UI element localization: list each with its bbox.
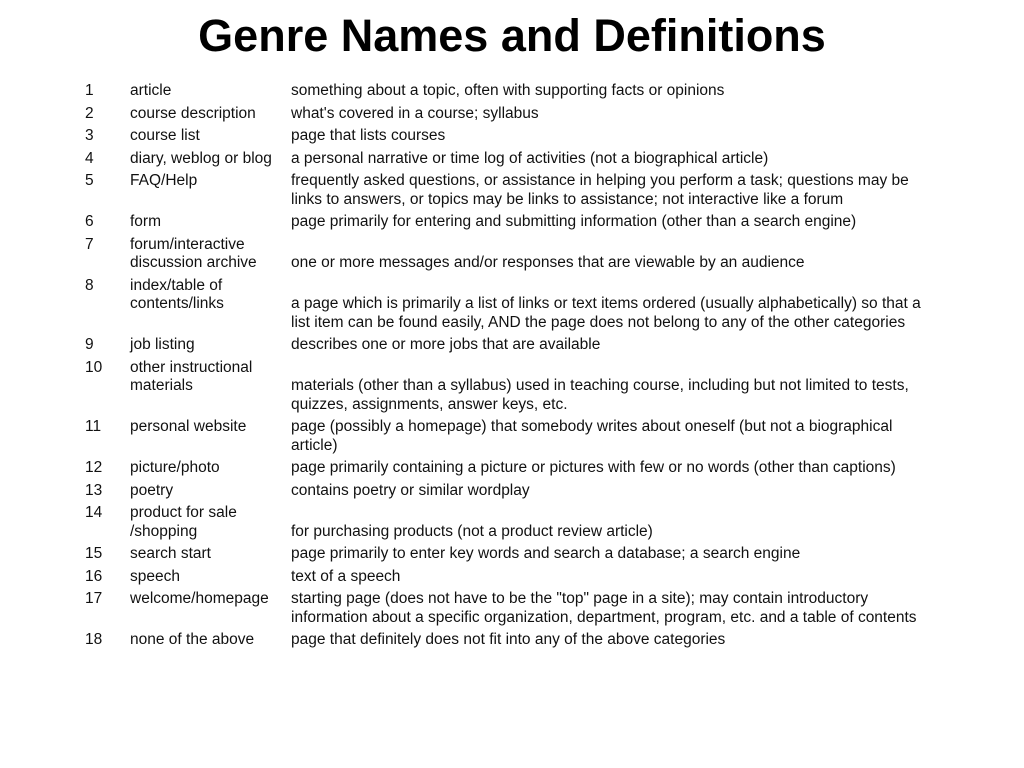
genre-name: picture/photo [130,459,220,476]
genre-definition: starting page (does not have to be the "top" page in a site); may contain introductory information about a specific organization, department, program, etc. and a table of contents [291,590,917,626]
table-row [85,502,939,543]
table-row [85,543,939,566]
genre-name: form [130,213,161,230]
genre-definition: one or more messages and/or responses that are viewable by an audience [291,254,805,271]
genre-definition: frequently asked questions, or assistance in helping you perform a task; questions may be links to answers, or topics may be links to assistance; not interactive like a forum [291,172,909,208]
genre-definition: what's covered in a course; syllabus [291,104,539,122]
genre-definition: contains poetry or similar wordplay [291,481,530,499]
genre-number: 16 [85,567,103,585]
genre-number: 15 [85,545,103,562]
page-title: Genre Names and Definitions [198,10,826,61]
genre-name: forum/interactive discussion archive [130,235,257,271]
table-row [85,357,939,417]
genre-name: other instructional materials [130,358,253,394]
genre-name: course description [130,104,256,122]
genre-number: 13 [85,481,103,499]
genre-name: FAQ/Help [130,172,198,189]
genre-name: course list [130,127,200,144]
genre-name: personal website [130,418,247,435]
genre-number: 4 [85,149,94,167]
genre-number: 12 [85,459,103,476]
table-row [85,629,939,652]
table-row [85,588,939,629]
genre-definition: text of a speech [291,567,401,585]
genre-name: poetry [130,481,174,499]
genre-name: product for sale /shopping [130,504,237,540]
genre-name: job listing [130,336,195,353]
genre-name: welcome/homepage [130,590,269,607]
genre-number: 11 [85,418,102,435]
genre-number: 18 [85,631,103,648]
genre-definition: page primarily to enter key words and search a database; a search engine [291,545,801,562]
genre-definition: for purchasing products (not a product review article) [291,522,653,540]
genre-definition: page that definitely does not fit into any of the above categories [291,631,726,648]
genre-number: 3 [85,127,94,144]
genre-number: 6 [85,213,94,230]
genre-name: search start [130,545,211,562]
genre-name: index/table of contents/links [130,276,224,312]
genre-number: 1 [85,82,94,99]
table-row [85,480,939,503]
genre-number: 14 [85,504,103,521]
genre-number: 9 [85,336,94,353]
genre-definition: a page which is primarily a list of links or text items ordered (usually alphabetically) so that a list item can be found easily, AND the page does not belong to any of the other categories [291,295,921,331]
table-row [85,125,939,148]
table-row [85,457,939,480]
genre-definition: something about a topic, often with supporting facts or opinions [291,82,725,99]
genre-number: 7 [85,235,94,253]
table-row [85,103,939,126]
table-row [85,148,939,171]
genre-definition: page primarily containing a picture or pictures with few or no words (other than captions) [291,459,896,476]
genre-definition: materials (other than a syllabus) used in teaching course, including but not limited to tests, quizzes, assignments, answer keys, etc. [291,377,909,413]
genre-number: 17 [85,590,103,607]
table-row [85,275,939,335]
genre-number: 10 [85,358,103,376]
genre-name: speech [130,567,180,585]
genre-name: diary, weblog or blog [130,149,272,167]
genre-table-body [85,80,939,652]
table-row [85,170,939,211]
genre-definition: page primarily for entering and submitting information (other than a search engine) [291,213,857,230]
genre-number: 5 [85,172,94,189]
genre-number: 2 [85,104,94,122]
table-row [85,211,939,234]
table-row [85,416,939,457]
genre-number: 8 [85,276,94,294]
genre-table [85,80,939,652]
genre-definition: a personal narrative or time log of activities (not a biographical article) [291,149,769,167]
table-row [85,566,939,589]
genre-name: article [130,82,172,99]
genre-definition: describes one or more jobs that are available [291,336,601,353]
genre-name: none of the above [130,631,255,648]
table-row [85,80,939,103]
table-row [85,334,939,357]
genre-definition: page that lists courses [291,127,446,144]
table-row [85,234,939,275]
genre-definition: page (possibly a homepage) that somebody writes about oneself (but not a biographical article) [291,418,893,454]
